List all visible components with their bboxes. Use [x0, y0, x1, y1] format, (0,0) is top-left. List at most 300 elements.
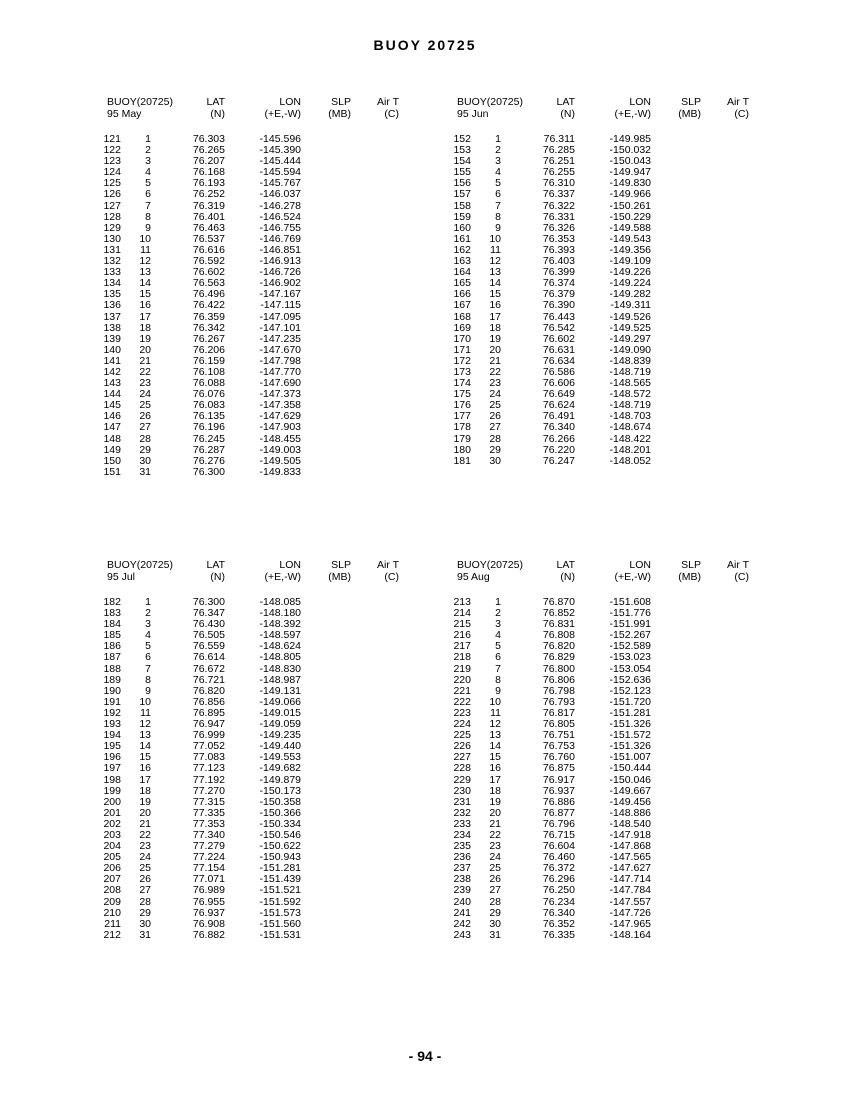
lat-cell: 76.276 [192, 454, 225, 467]
lat-cell: 77.123 [192, 762, 225, 775]
day-of-month-cell: 12 [139, 718, 151, 731]
day-of-year-cell: 178 [453, 421, 471, 434]
table-row [449, 775, 759, 786]
lat-cell: 76.937 [192, 906, 225, 919]
day-of-month-cell: 2 [145, 607, 151, 620]
day-of-month-cell: 12 [139, 255, 151, 268]
day-of-month-cell: 21 [489, 817, 501, 830]
slp-header: SLP [681, 559, 701, 571]
table-row [449, 312, 759, 323]
lat-cell: 76.340 [542, 906, 575, 919]
lat-cell: 76.491 [542, 410, 575, 423]
day-of-year-cell: 215 [453, 618, 471, 631]
day-of-year-cell: 162 [453, 243, 471, 256]
lon-cell: -147.373 [259, 388, 301, 401]
day-of-year-cell: 151 [103, 465, 121, 478]
lon-cell: -149.966 [609, 188, 651, 201]
lon-cell: -148.540 [609, 817, 651, 830]
day-of-month-cell: 27 [139, 884, 151, 897]
day-of-month-cell: 22 [489, 365, 501, 378]
lon-cell: -150.622 [259, 840, 301, 853]
day-of-year-cell: 180 [453, 443, 471, 456]
lon-cell: -148.674 [609, 421, 651, 434]
day-of-year-cell: 221 [453, 684, 471, 697]
day-of-year-cell: 231 [453, 795, 471, 808]
column-header-row [449, 560, 759, 572]
lon-cell: -152.636 [609, 673, 651, 686]
lat-cell: 76.311 [543, 133, 575, 145]
lon-cell: -146.851 [259, 243, 301, 256]
data-block-aug [449, 560, 759, 941]
lon-cell: -151.991 [609, 618, 651, 631]
day-of-month-cell: 6 [145, 651, 151, 664]
day-of-year-cell: 128 [103, 210, 121, 223]
day-of-month-cell: 26 [489, 410, 501, 423]
lon-cell: -149.059 [259, 718, 301, 731]
lat-cell: 76.322 [542, 199, 575, 212]
lat-cell: 76.875 [542, 762, 575, 775]
lon-cell: -151.720 [609, 695, 651, 708]
day-of-year-cell: 123 [103, 155, 121, 168]
day-of-month-cell: 2 [495, 144, 501, 157]
day-of-month-cell: 9 [495, 684, 501, 697]
lat-cell: 76.877 [542, 806, 575, 819]
lat-cell: 76.882 [192, 928, 225, 941]
lat-header: LAT [206, 96, 225, 108]
day-of-year-cell: 232 [453, 806, 471, 819]
lon-cell: -150.043 [609, 155, 651, 168]
day-of-month-cell: 30 [489, 917, 501, 930]
day-of-year-cell: 173 [453, 365, 471, 378]
column-unit-row [449, 572, 759, 584]
day-of-month-cell: 22 [139, 828, 151, 841]
lon-cell: -149.833 [259, 465, 301, 478]
lat-cell: 76.390 [542, 299, 575, 312]
lon-cell: -149.282 [609, 288, 651, 301]
day-of-month-cell: 21 [489, 354, 501, 367]
day-of-year-cell: 139 [103, 332, 121, 345]
day-of-month-cell: 8 [145, 673, 151, 686]
lat-cell: 76.955 [192, 895, 225, 908]
lon-cell: -145.444 [259, 155, 301, 168]
lat-cell: 76.267 [192, 332, 225, 345]
lon-cell: -147.868 [609, 840, 651, 853]
day-of-month-cell: 24 [139, 388, 151, 401]
day-of-month-cell: 19 [139, 332, 151, 345]
day-of-month-cell: 9 [495, 221, 501, 234]
lat-cell: 76.760 [542, 751, 575, 764]
lat-cell: 76.796 [542, 817, 575, 830]
day-of-month-cell: 2 [145, 144, 151, 157]
lat-cell: 76.193 [192, 177, 225, 190]
day-of-year-cell: 230 [453, 784, 471, 797]
day-of-year-cell: 122 [103, 144, 121, 157]
day-of-year-cell: 146 [103, 410, 121, 423]
day-of-year-cell: 182 [103, 596, 121, 608]
day-of-month-cell: 30 [489, 454, 501, 467]
lat-cell: 76.393 [542, 243, 575, 256]
day-of-month-cell: 5 [495, 640, 501, 653]
day-of-month-cell: 20 [139, 343, 151, 356]
lat-cell: 76.542 [542, 321, 575, 334]
lat-cell: 76.359 [192, 310, 225, 323]
lat-cell: 77.270 [192, 784, 225, 797]
day-of-year-cell: 143 [103, 377, 121, 390]
day-of-month-cell: 1 [495, 133, 501, 145]
day-of-month-cell: 14 [489, 740, 501, 753]
lat-cell: 76.247 [542, 454, 575, 467]
lon-cell: -147.726 [609, 906, 651, 919]
day-of-month-cell: 10 [489, 695, 501, 708]
lon-cell: -149.830 [609, 177, 651, 190]
page-number: - 94 - [408, 1048, 442, 1064]
lat-cell: 76.234 [542, 895, 575, 908]
lon-cell: -149.456 [609, 795, 651, 808]
day-of-year-cell: 135 [103, 288, 121, 301]
day-of-month-cell: 14 [139, 740, 151, 753]
lat-cell: 76.820 [192, 684, 225, 697]
day-of-year-cell: 160 [453, 221, 471, 234]
lat-cell: 76.614 [192, 651, 225, 664]
day-of-year-cell: 145 [103, 399, 121, 412]
lat-cell: 76.917 [542, 773, 575, 786]
lon-cell: -150.046 [609, 773, 651, 786]
month-label: 95 Aug [457, 571, 490, 583]
lat-cell: 76.753 [542, 740, 575, 753]
lat-cell: 76.374 [542, 277, 575, 290]
day-of-year-cell: 228 [453, 762, 471, 775]
table-row [449, 456, 759, 467]
lon-cell: -147.235 [259, 332, 301, 345]
day-of-year-cell: 209 [103, 895, 121, 908]
day-of-year-cell: 129 [103, 221, 121, 234]
day-of-year-cell: 192 [103, 706, 121, 719]
day-of-month-cell: 11 [140, 706, 151, 719]
lat-cell: 76.806 [542, 673, 575, 686]
day-of-year-cell: 194 [103, 729, 121, 742]
day-of-month-cell: 14 [489, 277, 501, 290]
slp-header: SLP [681, 96, 701, 108]
lon-cell: -149.985 [609, 133, 651, 145]
lat-cell: 76.937 [542, 784, 575, 797]
month-label: 95 Jul [107, 571, 136, 583]
day-of-month-cell: 10 [139, 232, 151, 245]
day-of-year-cell: 217 [453, 640, 471, 653]
lat-cell: 76.220 [542, 443, 575, 456]
day-of-month-cell: 8 [495, 673, 501, 686]
lat-cell: 77.052 [192, 740, 225, 753]
day-of-year-cell: 170 [453, 332, 471, 345]
lon-cell: -149.224 [609, 277, 651, 290]
day-of-month-cell: 19 [489, 332, 501, 345]
lat-cell: 76.852 [542, 607, 575, 620]
lon-unit: (+E,-W) [614, 108, 651, 120]
lat-cell: 76.886 [542, 795, 575, 808]
lon-cell: -149.226 [609, 266, 651, 279]
day-of-month-cell: 22 [139, 365, 151, 378]
day-of-year-cell: 227 [453, 751, 471, 764]
lat-cell: 76.250 [542, 884, 575, 897]
day-of-year-cell: 176 [453, 399, 471, 412]
lon-cell: -146.913 [259, 255, 301, 268]
lat-cell: 76.505 [192, 629, 225, 642]
lon-cell: -147.714 [609, 873, 651, 886]
day-of-year-cell: 138 [103, 321, 121, 334]
lon-cell: -147.918 [609, 828, 651, 841]
lon-cell: -147.670 [259, 343, 301, 356]
day-of-year-cell: 166 [453, 288, 471, 301]
table-row [99, 897, 409, 908]
day-of-month-cell: 18 [489, 784, 501, 797]
lat-header: LAT [556, 96, 575, 108]
month-label: 95 May [107, 108, 142, 120]
day-of-year-cell: 167 [453, 299, 471, 312]
day-of-month-cell: 3 [495, 155, 501, 168]
lon-cell: -150.229 [609, 210, 651, 223]
lon-cell: -147.965 [609, 917, 651, 930]
lat-cell: 76.559 [192, 640, 225, 653]
day-of-month-cell: 3 [145, 155, 151, 168]
lon-cell: -149.066 [259, 695, 301, 708]
table-row [449, 664, 759, 675]
lat-cell: 76.496 [192, 288, 225, 301]
table-row [449, 652, 759, 663]
lon-cell: -153.023 [609, 651, 651, 664]
lon-cell: -147.690 [259, 377, 301, 390]
lon-cell: -148.805 [259, 651, 301, 664]
day-of-year-cell: 140 [103, 343, 121, 356]
day-of-year-cell: 196 [103, 751, 121, 764]
lon-cell: -147.557 [609, 895, 651, 908]
lon-header: LON [629, 96, 651, 108]
day-of-year-cell: 211 [104, 917, 121, 930]
lon-cell: -151.521 [259, 884, 301, 897]
data-rows [449, 134, 759, 467]
day-of-month-cell: 1 [145, 133, 151, 145]
table-row [449, 763, 759, 774]
lon-cell: -147.770 [259, 365, 301, 378]
day-of-year-cell: 193 [103, 718, 121, 731]
table-row [449, 300, 759, 311]
day-of-month-cell: 30 [139, 917, 151, 930]
lat-cell: 76.793 [542, 695, 575, 708]
lat-cell: 76.340 [542, 421, 575, 434]
lon-cell: -149.235 [259, 729, 301, 742]
table-row [99, 664, 409, 675]
lon-cell: -147.784 [609, 884, 651, 897]
lon-cell: -148.830 [259, 662, 301, 675]
lat-cell: 76.403 [542, 255, 575, 268]
lon-cell: -149.297 [609, 332, 651, 345]
lat-unit: (N) [560, 108, 575, 120]
lat-cell: 77.315 [192, 795, 225, 808]
lon-cell: -149.505 [259, 454, 301, 467]
buoy-header: BUOY(20725) [107, 559, 173, 571]
lon-cell: -148.164 [609, 928, 651, 941]
lat-cell: 76.751 [542, 729, 575, 742]
lat-cell: 76.206 [192, 343, 225, 356]
day-of-month-cell: 11 [140, 243, 151, 256]
column-unit-row [99, 572, 409, 584]
day-of-month-cell: 10 [489, 232, 501, 245]
day-of-month-cell: 13 [489, 266, 501, 279]
airt-unit: (C) [384, 108, 399, 120]
day-of-month-cell: 15 [489, 751, 501, 764]
day-of-year-cell: 133 [103, 266, 121, 279]
lat-unit: (N) [210, 571, 225, 583]
day-of-year-cell: 185 [103, 629, 121, 642]
lon-cell: -148.839 [609, 354, 651, 367]
data-rows [99, 134, 409, 478]
day-of-year-cell: 238 [453, 873, 471, 886]
day-of-month-cell: 23 [139, 840, 151, 853]
day-of-month-cell: 3 [495, 618, 501, 631]
buoy-header: BUOY(20725) [457, 96, 523, 108]
day-of-year-cell: 181 [453, 454, 471, 467]
lat-cell: 76.586 [542, 365, 575, 378]
day-of-month-cell: 21 [139, 354, 151, 367]
lat-cell: 76.831 [542, 618, 575, 631]
day-of-year-cell: 127 [103, 199, 121, 212]
lat-cell: 76.379 [542, 288, 575, 301]
lat-cell: 76.159 [192, 354, 225, 367]
day-of-year-cell: 189 [103, 673, 121, 686]
day-of-year-cell: 144 [103, 388, 121, 401]
day-of-month-cell: 15 [139, 288, 151, 301]
lon-cell: -149.682 [259, 762, 301, 775]
page-title: BUOY 20725 [373, 37, 477, 53]
day-of-year-cell: 153 [453, 144, 471, 157]
day-of-year-cell: 177 [453, 410, 471, 423]
day-of-year-cell: 171 [453, 343, 471, 356]
day-of-year-cell: 183 [103, 607, 121, 620]
data-block-jun [449, 97, 759, 467]
day-of-month-cell: 29 [139, 443, 151, 456]
day-of-month-cell: 18 [139, 321, 151, 334]
day-of-year-cell: 136 [103, 299, 121, 312]
day-of-year-cell: 208 [103, 884, 121, 897]
day-of-year-cell: 222 [453, 695, 471, 708]
lon-cell: -152.267 [609, 629, 651, 642]
day-of-month-cell: 28 [139, 432, 151, 445]
day-of-month-cell: 12 [489, 718, 501, 731]
data-block-jul [99, 560, 409, 941]
lon-cell: -152.589 [609, 640, 651, 653]
day-of-year-cell: 169 [453, 321, 471, 334]
airt-unit: (C) [734, 571, 749, 583]
lat-cell: 76.430 [192, 618, 225, 631]
day-of-year-cell: 220 [453, 673, 471, 686]
day-of-month-cell: 27 [489, 421, 501, 434]
day-of-year-cell: 134 [103, 277, 121, 290]
airt-unit: (C) [734, 108, 749, 120]
day-of-month-cell: 11 [490, 243, 501, 256]
day-of-month-cell: 21 [139, 817, 151, 830]
lon-unit: (+E,-W) [264, 108, 301, 120]
slp-unit: (MB) [678, 108, 701, 120]
lon-cell: -147.903 [259, 421, 301, 434]
lon-cell: -148.422 [609, 432, 651, 445]
day-of-month-cell: 6 [495, 651, 501, 664]
table-row [449, 434, 759, 445]
lat-cell: 76.342 [192, 321, 225, 334]
lon-cell: -147.358 [259, 399, 301, 412]
day-of-year-cell: 154 [453, 155, 471, 168]
lat-cell: 76.337 [542, 188, 575, 201]
lat-cell: 76.817 [542, 706, 575, 719]
column-unit-row [99, 109, 409, 121]
day-of-month-cell: 18 [139, 784, 151, 797]
day-of-year-cell: 163 [453, 255, 471, 268]
slp-unit: (MB) [328, 108, 351, 120]
day-of-year-cell: 188 [103, 662, 121, 675]
lon-cell: -151.007 [609, 751, 651, 764]
lon-cell: -146.902 [259, 277, 301, 290]
lat-cell: 77.353 [192, 817, 225, 830]
lat-cell: 76.715 [542, 828, 575, 841]
lat-cell: 76.285 [542, 144, 575, 157]
day-of-year-cell: 239 [453, 884, 471, 897]
buoy-header: BUOY(20725) [107, 96, 173, 108]
lon-cell: -150.546 [259, 828, 301, 841]
data-rows [449, 597, 759, 941]
lon-cell: -150.334 [259, 817, 301, 830]
lon-cell: -148.703 [609, 410, 651, 423]
lon-cell: -153.054 [609, 662, 651, 675]
lat-header: LAT [206, 559, 225, 571]
lon-cell: -147.565 [609, 851, 651, 864]
day-of-month-cell: 12 [489, 255, 501, 268]
day-of-month-cell: 25 [139, 862, 151, 875]
lat-cell: 77.083 [192, 751, 225, 764]
lon-cell: -146.769 [259, 232, 301, 245]
lat-cell: 76.245 [192, 432, 225, 445]
lat-cell: 76.083 [192, 399, 225, 412]
day-of-month-cell: 8 [495, 210, 501, 223]
table-row [449, 930, 759, 941]
lat-cell: 76.251 [542, 155, 575, 168]
day-of-year-cell: 240 [453, 895, 471, 908]
day-of-year-cell: 205 [103, 851, 121, 864]
day-of-month-cell: 27 [489, 884, 501, 897]
lat-cell: 77.071 [192, 873, 225, 886]
lon-header: LON [279, 96, 301, 108]
lat-cell: 76.335 [542, 928, 575, 941]
table-row [449, 885, 759, 896]
lon-cell: -147.627 [609, 862, 651, 875]
lon-cell: -148.085 [259, 596, 301, 608]
table-row [99, 652, 409, 663]
table-row [449, 201, 759, 212]
day-of-year-cell: 202 [103, 817, 121, 830]
lat-cell: 76.303 [192, 133, 225, 145]
lat-cell: 76.108 [192, 365, 225, 378]
lon-cell: -148.886 [609, 806, 651, 819]
lon-cell: -148.572 [609, 388, 651, 401]
lat-cell: 76.800 [542, 662, 575, 675]
lat-cell: 76.088 [192, 377, 225, 390]
day-of-year-cell: 142 [103, 365, 121, 378]
lon-cell: -148.392 [259, 618, 301, 631]
lat-cell: 76.947 [192, 718, 225, 731]
lat-cell: 76.399 [542, 266, 575, 279]
day-of-year-cell: 197 [103, 762, 121, 775]
slp-header: SLP [331, 559, 351, 571]
lon-cell: -150.358 [259, 795, 301, 808]
lat-cell: 76.870 [542, 596, 575, 608]
column-unit-row [449, 109, 759, 121]
day-of-year-cell: 157 [453, 188, 471, 201]
